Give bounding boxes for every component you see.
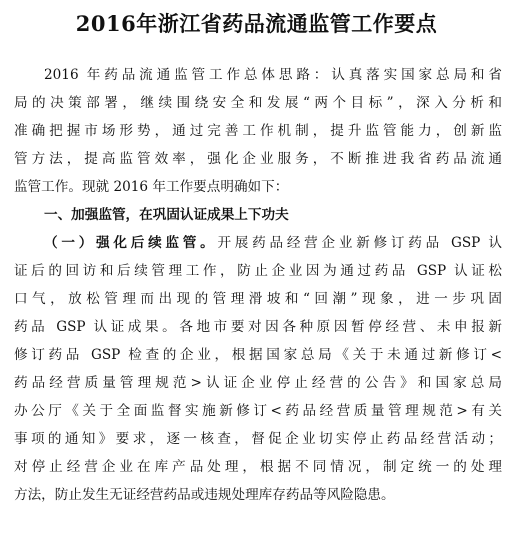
item1-line-7: 办公厅《关于全面监督实施新修订<药品经营质量管理规范>有关 [14,403,502,419]
intro-line-1: 2016 年药品流通监管工作总体思路：认真落实国家总局和省 [44,67,502,83]
intro-line-4: 管方法，提高监管效率，强化企业服务，不断推进我省药品流通 [14,151,502,167]
item1-first-line-text: 开展药品经营企业新修订药品 GSP 认 [217,235,502,251]
item1-line-5: 修订药品 GSP 检查的企业，根据国家总局《关于未通过新修订< [14,347,502,363]
item1-line-4: 药品 GSP 认证成果。各地市要对因各种原因暂停经营、未申报新 [14,319,502,335]
item1-line-8: 事项的通知》要求，逐一核查，督促企业切实停止药品经营活动； [14,431,502,447]
section-heading: 一、加强监管，在巩固认证成果上下功夫 [44,207,289,223]
intro-line-3: 准确把握市场形势，通过完善工作机制，提升监管能力，创新监 [14,123,502,139]
item1-line-9: 对停止经营企业在库产品处理，根据不同情况，制定统一的处理 [14,459,502,475]
item1-line-10: 方法，防止发生无证经营药品或违规处理库存药品等风险隐患。 [14,487,395,503]
item1-label: （一）强化后续监管。 [44,235,218,251]
intro-line-5: 监管工作。现就 2016 年工作要点明确如下： [14,179,289,195]
item1-line-3: 口气，放松管理而出现的管理滑坡和“回潮”现象，进一步巩固 [14,291,502,307]
item1-line-6: 药品经营质量管理规范>认证企业停止经营的公告》和国家总局 [14,375,502,391]
item1-line-2: 证后的回访和后续管理工作，防止企业因为通过药品 GSP 认证松 [14,263,502,279]
document-title: 2016年浙江省药品流通监管工作要点 [75,11,438,36]
item1-first-line [44,233,502,253]
intro-line-2: 局的决策部署，继续围绕安全和发展“两个目标”，深入分析和 [14,95,502,111]
